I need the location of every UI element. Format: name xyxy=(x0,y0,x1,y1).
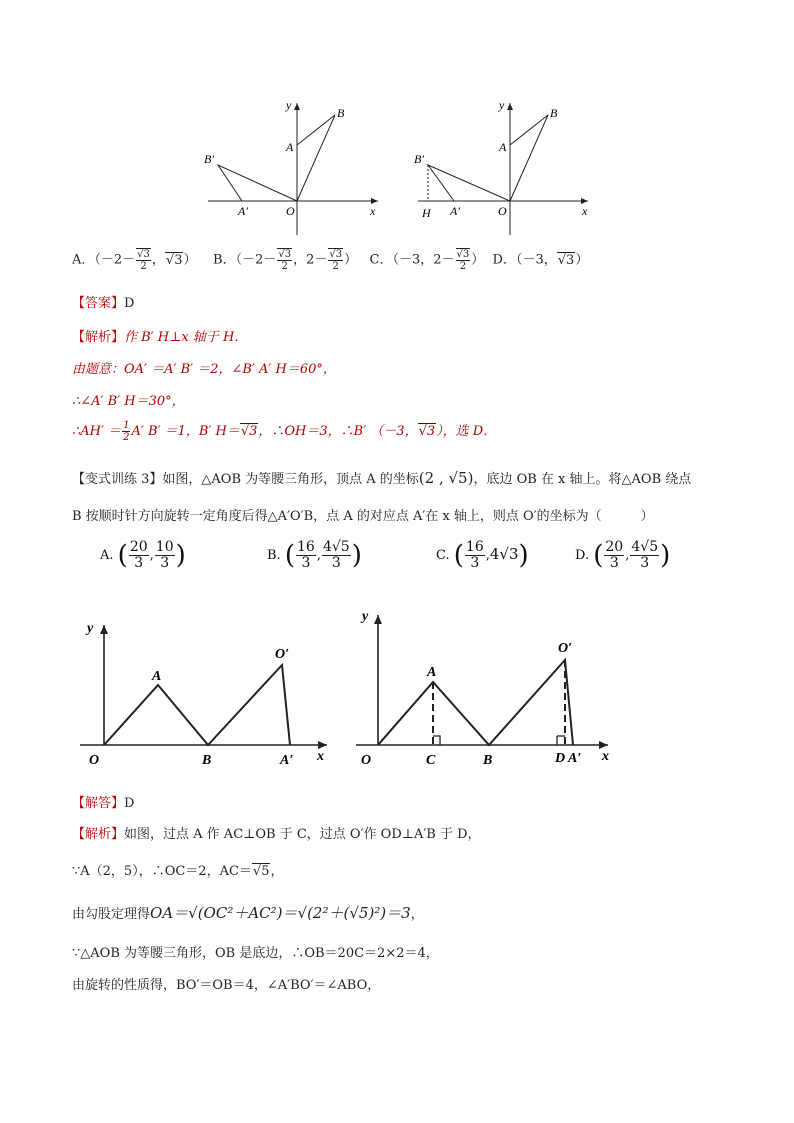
question-2-line-2: B 按顺时针方向旋转一定角度后得△A′O′B，点 A 的对应点 A′在 x 轴上，则点 O′的坐标为（ ） xyxy=(72,509,654,524)
solution-2-line-2: ∵A（2，5），∴OC＝2，AC＝√5， xyxy=(72,864,284,879)
solution-2-line-4: ∵△AOB 为等腰三角形，OB 是底边，∴OB＝20C＝2×2＝4， xyxy=(72,946,439,961)
figure-1-left xyxy=(200,95,390,240)
fig1-right-A: A xyxy=(499,140,507,154)
q2-option-c: C. ( $\frac{16}{3}$ ,4√3) xyxy=(436,539,529,571)
fig2-right-y: y xyxy=(362,609,369,624)
q1-option-b: B．（－2－ xyxy=(213,252,277,268)
q2-option-d: D. ( $\frac{20}{3}$ , $\frac{4√5}{3}$ ) xyxy=(575,539,671,571)
solution-1-line-2: 由题意：OA′ ＝A′ B′ ＝2，∠B′ A′ H＝60°， xyxy=(72,362,336,377)
solution-1-line-3: ∴∠A′ B′ H＝30°， xyxy=(72,394,185,409)
solution-1-line-1: 【解析】作 B′ H⊥x 轴于 H． xyxy=(72,330,248,345)
fig2-right-Op: O′ xyxy=(558,641,573,656)
fig2-left-y: y xyxy=(87,621,94,636)
fig1-left-Ap: A′ xyxy=(238,204,248,218)
solution-1-line-4: ∴AH′ ＝ $\frac{1}{2}$ A′ B′ ＝1，B′ H＝√3，∴OH＝3，∴B′ （－3，√3），选 D． xyxy=(72,420,497,443)
solution-2-line-5: 由旋转的性质得，BO′＝OB＝4，∠A′BO′＝∠ABO， xyxy=(72,978,381,993)
fig2-left-x: x xyxy=(317,749,324,764)
fig1-right-O: O xyxy=(498,204,507,218)
answer-1: 【答案】D xyxy=(72,296,135,311)
fig2-left-B: B xyxy=(202,753,212,768)
fig1-right-H: H xyxy=(422,206,431,220)
q1-option-d: D．（－3， xyxy=(492,252,557,268)
q1-option-a: A．（－2－ xyxy=(72,252,136,268)
fig2-left-Op: O′ xyxy=(275,647,290,662)
q1-options: A．（－2－ $\frac{√3}{2}$ ，√3） B．（－2－ $\frac{√3}{2}$ ，2－ $\frac{√3}{2}$ ） C．（－3，2－ $\frac{√3}{2}$ ） D．（－3，√3） xyxy=(72,249,589,272)
figure-1-right xyxy=(410,95,600,240)
fig2-right-A: A xyxy=(427,665,437,680)
fig2-left-A: A xyxy=(152,669,162,684)
fig1-left-A: A xyxy=(286,140,294,154)
answer-2: 【解答】D xyxy=(72,796,135,811)
fig2-right-O: O xyxy=(361,753,372,768)
fig2-right-Ap: A′ xyxy=(568,751,582,766)
q2-option-a: A. ( $\frac{20}{3}$ , $\frac{10}{3}$ ) xyxy=(100,539,186,571)
solution-2-line-3: 由勾股定理得OA＝√(OC²＋AC²)＝√(2²＋(√5)²)＝3， xyxy=(72,904,424,922)
fig2-left-Ap: A′ xyxy=(280,753,294,768)
fig1-left-O: O xyxy=(286,204,295,218)
fig2-left-O: O xyxy=(89,753,100,768)
fig2-right-C: C xyxy=(426,753,436,768)
fig1-left-Bp: B′ xyxy=(204,152,214,166)
q2-option-b: B. ( $\frac{16}{3}$ , $\frac{4√5}{3}$ ) xyxy=(267,539,362,571)
solution-2-line-1: 【解析】如图，过点 A 作 AC⊥OB 于 C，过点 O′作 OD⊥A′B 于 D， xyxy=(72,827,481,842)
fig1-right-y: y xyxy=(499,98,505,112)
fig1-right-B: B xyxy=(550,106,558,120)
q1-option-c: C．（－3，2－ xyxy=(369,252,455,268)
fig1-right-Ap: A′ xyxy=(450,204,460,218)
figure-2-right xyxy=(352,600,622,780)
fig2-right-D: D xyxy=(555,751,566,766)
fig1-right-x: x xyxy=(582,204,588,218)
figure-2-left xyxy=(75,610,340,780)
fig2-right-B: B xyxy=(483,753,493,768)
fig2-right-x: x xyxy=(602,749,609,764)
fig1-left-B: B xyxy=(337,106,345,120)
fig1-right-Bp: B′ xyxy=(414,152,424,166)
fig1-left-y: y xyxy=(286,98,292,112)
question-2-line-1: 【变式训练 3】如图，△AOB 为等腰三角形，顶点 A 的坐标(2 , √5)，底边 OB 在 x 轴上。将△AOB 绕点 xyxy=(72,469,692,487)
fig1-left-x: x xyxy=(370,204,376,218)
